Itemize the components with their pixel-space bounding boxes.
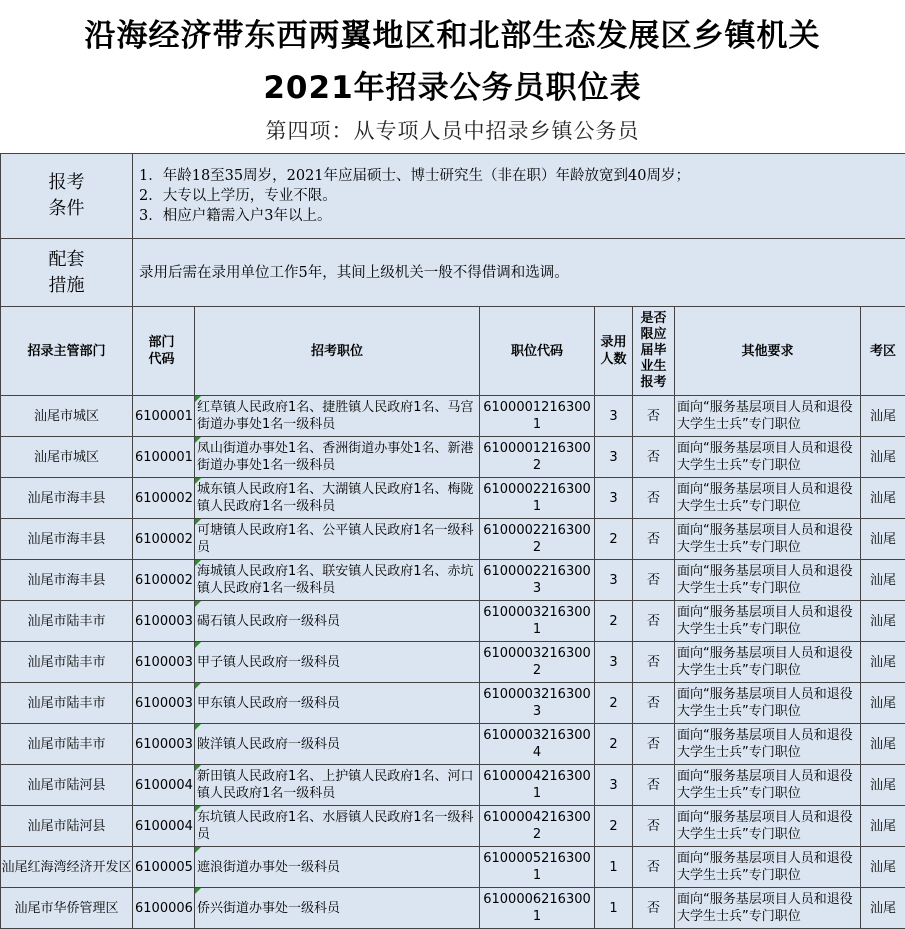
exam-area-cell: 汕尾 <box>861 765 905 806</box>
position-cell: 遮浪街道办事处一级科员 <box>195 847 480 888</box>
comment-marker-icon <box>195 601 201 607</box>
condition-item: 1．年龄18至35周岁，2021年应届硕士、博士研究生（非在职）年龄放宽到40周岁； <box>139 168 690 184</box>
table-row <box>1 765 905 806</box>
count-cell: 1 <box>595 847 633 888</box>
grad-only-cell: 否 <box>633 888 675 929</box>
position-cell: 可塘镇人民政府1名、公平镇人民政府1名一级科员 <box>195 519 480 560</box>
comment-marker-icon <box>195 560 201 566</box>
table-row <box>1 560 905 601</box>
position-cell: 碣石镇人民政府一级科员 <box>195 601 480 642</box>
position-cell: 陂洋镇人民政府一级科员 <box>195 724 480 765</box>
position-code-cell: 6100001216300 1 <box>480 396 595 437</box>
dept-code-cell: 6100006 <box>133 888 195 929</box>
conditions-text <box>133 154 905 239</box>
dept-cell: 汕尾市城区 <box>1 437 133 478</box>
grad-only-cell: 否 <box>633 642 675 683</box>
position-cell: 红草镇人民政府1名、捷胜镇人民政府1名、马宫街道办事处1名一级科员 <box>195 396 480 437</box>
dept-code-cell: 6100005 <box>133 847 195 888</box>
exam-area-cell: 汕尾 <box>861 888 905 929</box>
position-code-cell: 6100001216300 2 <box>480 437 595 478</box>
header-position-code: 职位代码 <box>480 307 595 396</box>
table-row <box>1 683 905 724</box>
position-cell: 凤山街道办事处1名、香洲街道办事处1名、新港街道办事处1名一级科员 <box>195 437 480 478</box>
grad-only-cell: 否 <box>633 847 675 888</box>
dept-cell: 汕尾市海丰县 <box>1 560 133 601</box>
table-row <box>1 519 905 560</box>
grad-only-cell: 否 <box>633 437 675 478</box>
other-requirement-cell: 面向“服务基层项目人员和退役大学生士兵”专门职位 <box>675 560 861 601</box>
comment-marker-icon <box>195 683 201 689</box>
count-cell: 3 <box>595 560 633 601</box>
dept-code-cell: 6100003 <box>133 683 195 724</box>
comment-marker-icon <box>195 724 201 730</box>
table-row <box>1 396 905 437</box>
other-requirement-cell: 面向“服务基层项目人员和退役大学生士兵”专门职位 <box>675 642 861 683</box>
position-code-cell: 6100003216300 1 <box>480 601 595 642</box>
measures-text: 录用后需在录用单位工作5年，其间上级机关一般不得借调和选调。 <box>133 239 905 307</box>
exam-area-cell: 汕尾 <box>861 683 905 724</box>
grad-only-cell: 否 <box>633 765 675 806</box>
exam-area-cell: 汕尾 <box>861 478 905 519</box>
comment-marker-icon <box>195 519 201 525</box>
position-cell: 甲东镇人民政府一级科员 <box>195 683 480 724</box>
other-requirement-cell: 面向“服务基层项目人员和退役大学生士兵”专门职位 <box>675 437 861 478</box>
exam-area-cell: 汕尾 <box>861 724 905 765</box>
position-code-cell: 6100004216300 1 <box>480 765 595 806</box>
grad-only-cell: 否 <box>633 601 675 642</box>
grad-only-cell: 否 <box>633 806 675 847</box>
header-grad-only: 是否限应届毕业生报考 <box>633 307 675 396</box>
other-requirement-cell: 面向“服务基层项目人员和退役大学生士兵”专门职位 <box>675 519 861 560</box>
dept-code-cell: 6100002 <box>133 519 195 560</box>
comment-marker-icon <box>195 847 201 853</box>
dept-cell: 汕尾市陆丰市 <box>1 642 133 683</box>
table-row <box>1 642 905 683</box>
position-code-cell: 6100005216300 1 <box>480 847 595 888</box>
other-requirement-cell: 面向“服务基层项目人员和退役大学生士兵”专门职位 <box>675 683 861 724</box>
header-position: 招考职位 <box>195 307 480 396</box>
document-header <box>0 0 905 153</box>
table-row <box>1 437 905 478</box>
dept-code-cell: 6100004 <box>133 806 195 847</box>
table-row <box>1 724 905 765</box>
comment-marker-icon <box>195 888 201 894</box>
count-cell: 2 <box>595 724 633 765</box>
grad-only-cell: 否 <box>633 683 675 724</box>
other-requirement-cell: 面向“服务基层项目人员和退役大学生士兵”专门职位 <box>675 724 861 765</box>
header-dept: 招录主管部门 <box>1 307 133 396</box>
dept-cell: 汕尾市陆丰市 <box>1 724 133 765</box>
title-line-1: 沿海经济带东西两翼地区和北部生态发展区乡镇机关 <box>84 18 821 54</box>
table-row <box>1 601 905 642</box>
position-code-cell: 6100003216300 3 <box>480 683 595 724</box>
count-cell: 2 <box>595 806 633 847</box>
exam-area-cell: 汕尾 <box>861 847 905 888</box>
exam-area-cell: 汕尾 <box>861 601 905 642</box>
comment-marker-icon <box>195 396 201 402</box>
position-cell: 侨兴街道办事处一级科员 <box>195 888 480 929</box>
dept-code-cell: 6100004 <box>133 765 195 806</box>
count-cell: 2 <box>595 601 633 642</box>
condition-item: 3．相应户籍需入户3年以上。 <box>139 208 332 224</box>
dept-code-cell: 6100002 <box>133 560 195 601</box>
grad-only-cell: 否 <box>633 519 675 560</box>
comment-marker-icon <box>195 806 201 812</box>
grad-only-cell: 否 <box>633 560 675 601</box>
other-requirement-cell: 面向“服务基层项目人员和退役大学生士兵”专门职位 <box>675 478 861 519</box>
other-requirement-cell: 面向“服务基层项目人员和退役大学生士兵”专门职位 <box>675 847 861 888</box>
position-code-cell: 6100004216300 2 <box>480 806 595 847</box>
position-cell: 东坑镇人民政府1名、水唇镇人民政府1名一级科员 <box>195 806 480 847</box>
dept-cell: 汕尾市海丰县 <box>1 478 133 519</box>
dept-code-cell: 6100001 <box>133 396 195 437</box>
dept-cell: 汕尾市陆河县 <box>1 765 133 806</box>
position-code-cell: 6100002216300 1 <box>480 478 595 519</box>
dept-code-cell: 6100003 <box>133 601 195 642</box>
count-cell: 3 <box>595 437 633 478</box>
count-cell: 2 <box>595 683 633 724</box>
count-cell: 3 <box>595 642 633 683</box>
other-requirement-cell: 面向“服务基层项目人员和退役大学生士兵”专门职位 <box>675 601 861 642</box>
measures-label: 配套 措施 <box>1 239 133 307</box>
header-exam-area: 考区 <box>861 307 905 396</box>
count-cell: 3 <box>595 396 633 437</box>
exam-area-cell: 汕尾 <box>861 437 905 478</box>
grad-only-cell: 否 <box>633 396 675 437</box>
position-code-cell: 6100003216300 4 <box>480 724 595 765</box>
header-count: 录用人数 <box>595 307 633 396</box>
dept-code-cell: 6100003 <box>133 724 195 765</box>
table-row <box>1 847 905 888</box>
exam-area-cell: 汕尾 <box>861 806 905 847</box>
other-requirement-cell: 面向“服务基层项目人员和退役大学生士兵”专门职位 <box>675 888 861 929</box>
comment-marker-icon <box>195 642 201 648</box>
other-requirement-cell: 面向“服务基层项目人员和退役大学生士兵”专门职位 <box>675 396 861 437</box>
position-code-cell: 6100003216300 2 <box>480 642 595 683</box>
column-header-row <box>1 307 905 396</box>
count-cell: 2 <box>595 519 633 560</box>
dept-cell: 汕尾市陆河县 <box>1 806 133 847</box>
table-row <box>1 478 905 519</box>
count-cell: 1 <box>595 888 633 929</box>
other-requirement-cell: 面向“服务基层项目人员和退役大学生士兵”专门职位 <box>675 806 861 847</box>
comment-marker-icon <box>195 478 201 484</box>
dept-cell: 汕尾市海丰县 <box>1 519 133 560</box>
header-other: 其他要求 <box>675 307 861 396</box>
exam-area-cell: 汕尾 <box>861 560 905 601</box>
dept-cell: 汕尾市城区 <box>1 396 133 437</box>
position-code-cell: 6100006216300 1 <box>480 888 595 929</box>
other-requirement-cell: 面向“服务基层项目人员和退役大学生士兵”专门职位 <box>675 765 861 806</box>
dept-code-cell: 6100002 <box>133 478 195 519</box>
count-cell: 3 <box>595 765 633 806</box>
grad-only-cell: 否 <box>633 478 675 519</box>
subtitle: 第四项：从专项人员中招录乡镇公务员 <box>265 119 640 143</box>
dept-code-cell: 6100003 <box>133 642 195 683</box>
dept-cell: 汕尾市华侨管理区 <box>1 888 133 929</box>
exam-area-cell: 汕尾 <box>861 519 905 560</box>
table-row <box>1 806 905 847</box>
conditions-label: 报考 条件 <box>1 154 133 239</box>
header-dept-code: 部门代码 <box>133 307 195 396</box>
count-cell: 3 <box>595 478 633 519</box>
title-line-2: 2021年招录公务员职位表 <box>263 70 642 106</box>
comment-marker-icon <box>195 437 201 443</box>
exam-area-cell: 汕尾 <box>861 396 905 437</box>
condition-item: 2．大专以上学历，专业不限。 <box>139 188 337 204</box>
dept-cell: 汕尾市陆丰市 <box>1 683 133 724</box>
table-row <box>1 888 905 929</box>
position-cell: 城东镇人民政府1名、大湖镇人民政府1名、梅陇镇人民政府1名一级科员 <box>195 478 480 519</box>
position-cell: 新田镇人民政府1名、上护镇人民政府1名、河口镇人民政府1名一级科员 <box>195 765 480 806</box>
position-code-cell: 6100002216300 2 <box>480 519 595 560</box>
position-cell: 海城镇人民政府1名、联安镇人民政府1名、赤坑镇人民政府1名一级科员 <box>195 560 480 601</box>
dept-code-cell: 6100001 <box>133 437 195 478</box>
grad-only-cell: 否 <box>633 724 675 765</box>
dept-cell: 汕尾红海湾经济开发区 <box>1 847 133 888</box>
exam-area-cell: 汕尾 <box>861 642 905 683</box>
position-cell: 甲子镇人民政府一级科员 <box>195 642 480 683</box>
comment-marker-icon <box>195 765 201 771</box>
dept-cell: 汕尾市陆丰市 <box>1 601 133 642</box>
position-table <box>0 153 905 929</box>
position-code-cell: 6100002216300 3 <box>480 560 595 601</box>
